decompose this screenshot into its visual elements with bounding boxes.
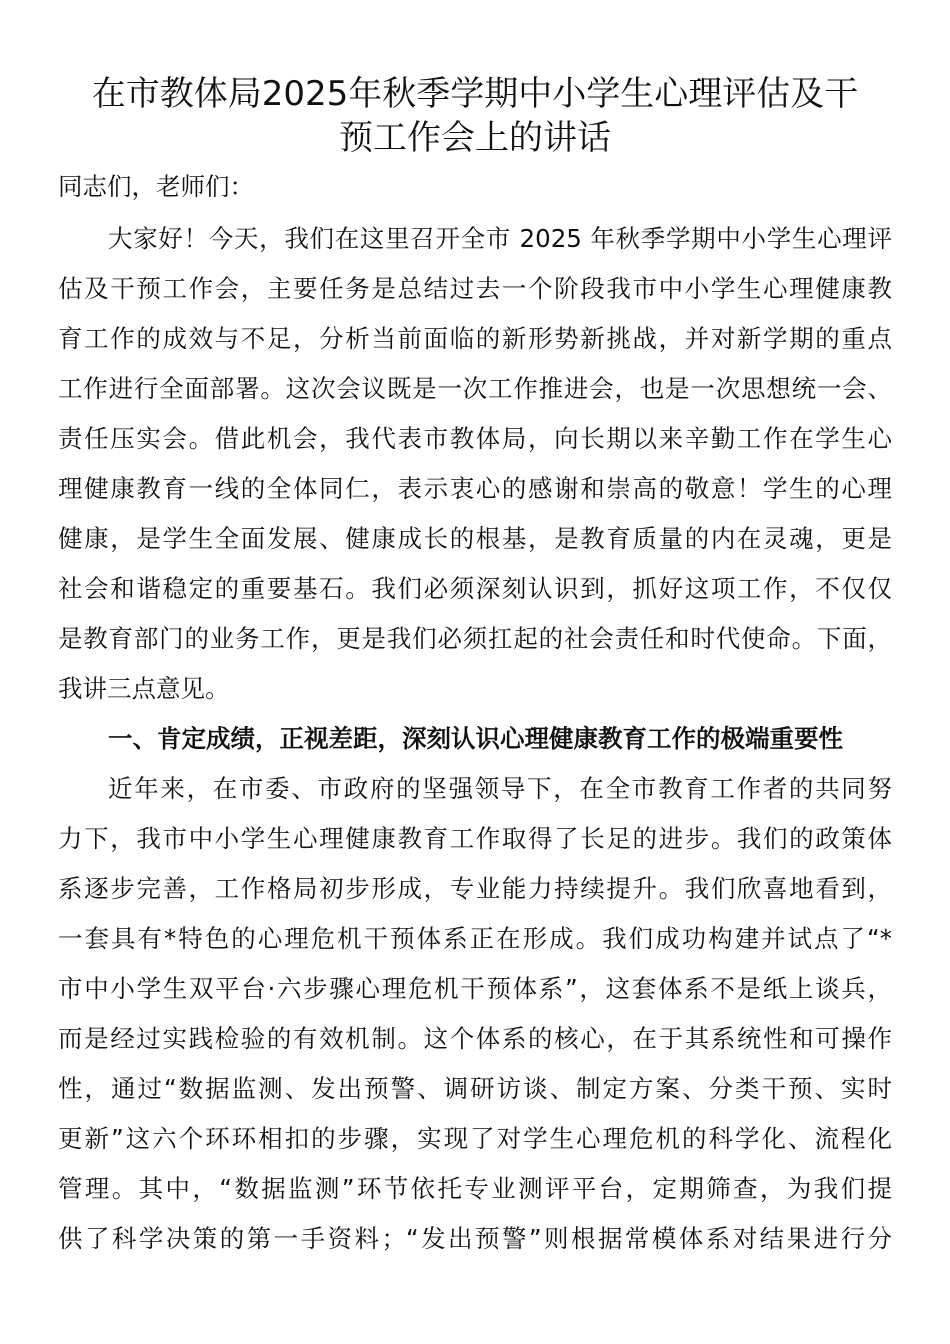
paragraph-1-line: 责任压实会。借此机会，我代表市教体局，向长期以来辛勤工作在学生心	[58, 424, 892, 453]
paragraph-2-line: 近年来，在市委、市政府的坚强领导下，在全市教育工作者的共同努	[108, 774, 892, 803]
document-title-line-2: 预工作会上的讲话	[339, 118, 611, 158]
paragraph-1-line: 理健康教育一线的全体同仁，表示衷心的感谢和崇高的敬意！学生的心理	[58, 474, 892, 503]
paragraph-1-line: 我讲三点意见。	[58, 674, 230, 703]
paragraph-1-line: 育工作的成效与不足，分析当前面临的新形势新挑战，并对新学期的重点	[58, 324, 892, 353]
paragraph-2-line: 系逐步完善，工作格局初步形成，专业能力持续提升。我们欣喜地看到，	[58, 874, 892, 903]
paragraph-2-line: 市中小学生双平台·六步骤心理危机干预体系”，这套体系不是纸上谈兵，	[58, 974, 892, 1003]
paragraph-1-line: 社会和谐稳定的重要基石。我们必须深刻认识到，抓好这项工作，不仅仅	[58, 574, 892, 603]
paragraph-2-line: 性，通过“数据监测、发出预警、调研访谈、制定方案、分类干预、实时	[58, 1074, 892, 1103]
document-title-line-1: 在市教体局2025年秋季学期中小学生心理评估及干	[91, 74, 859, 114]
paragraph-2-line: 更新”这六个环环相扣的步骤，实现了对学生心理危机的科学化、流程化	[58, 1124, 892, 1153]
section-1-heading: 一、肯定成绩，正视差距，深刻认识心理健康教育工作的极端重要性	[108, 724, 843, 753]
paragraph-2-line: 而是经过实践检验的有效机制。这个体系的核心，在于其系统性和可操作	[58, 1024, 892, 1053]
paragraph-1-line: 是教育部门的业务工作，更是我们必须扛起的社会责任和时代使命。下面，	[58, 624, 892, 653]
salutation: 同志们，老师们：	[58, 172, 254, 201]
paragraph-1-line: 估及干预工作会，主要任务是总结过去一个阶段我市中小学生心理健康教	[58, 274, 892, 303]
paragraph-2-line: 管理。其中，“数据监测”环节依托专业测评平台，定期筛查，为我们提	[58, 1174, 892, 1203]
paragraph-2-line: 供了科学决策的第一手资料；“发出预警”则根据常模体系对结果进行分	[58, 1224, 892, 1253]
paragraph-1-line: 工作进行全面部署。这次会议既是一次工作推进会，也是一次思想统一会、	[58, 374, 892, 403]
paragraph-2-line: 力下，我市中小学生心理健康教育工作取得了长足的进步。我们的政策体	[58, 824, 892, 853]
paragraph-1-line: 大家好！今天，我们在这里召开全市 2025 年秋季学期中小学生心理评	[108, 224, 892, 253]
paragraph-1-line: 健康，是学生全面发展、健康成长的根基，是教育质量的内在灵魂，更是	[58, 524, 892, 553]
paragraph-2-line: 一套具有*特色的心理危机干预体系正在形成。我们成功构建并试点了“*	[58, 924, 892, 953]
